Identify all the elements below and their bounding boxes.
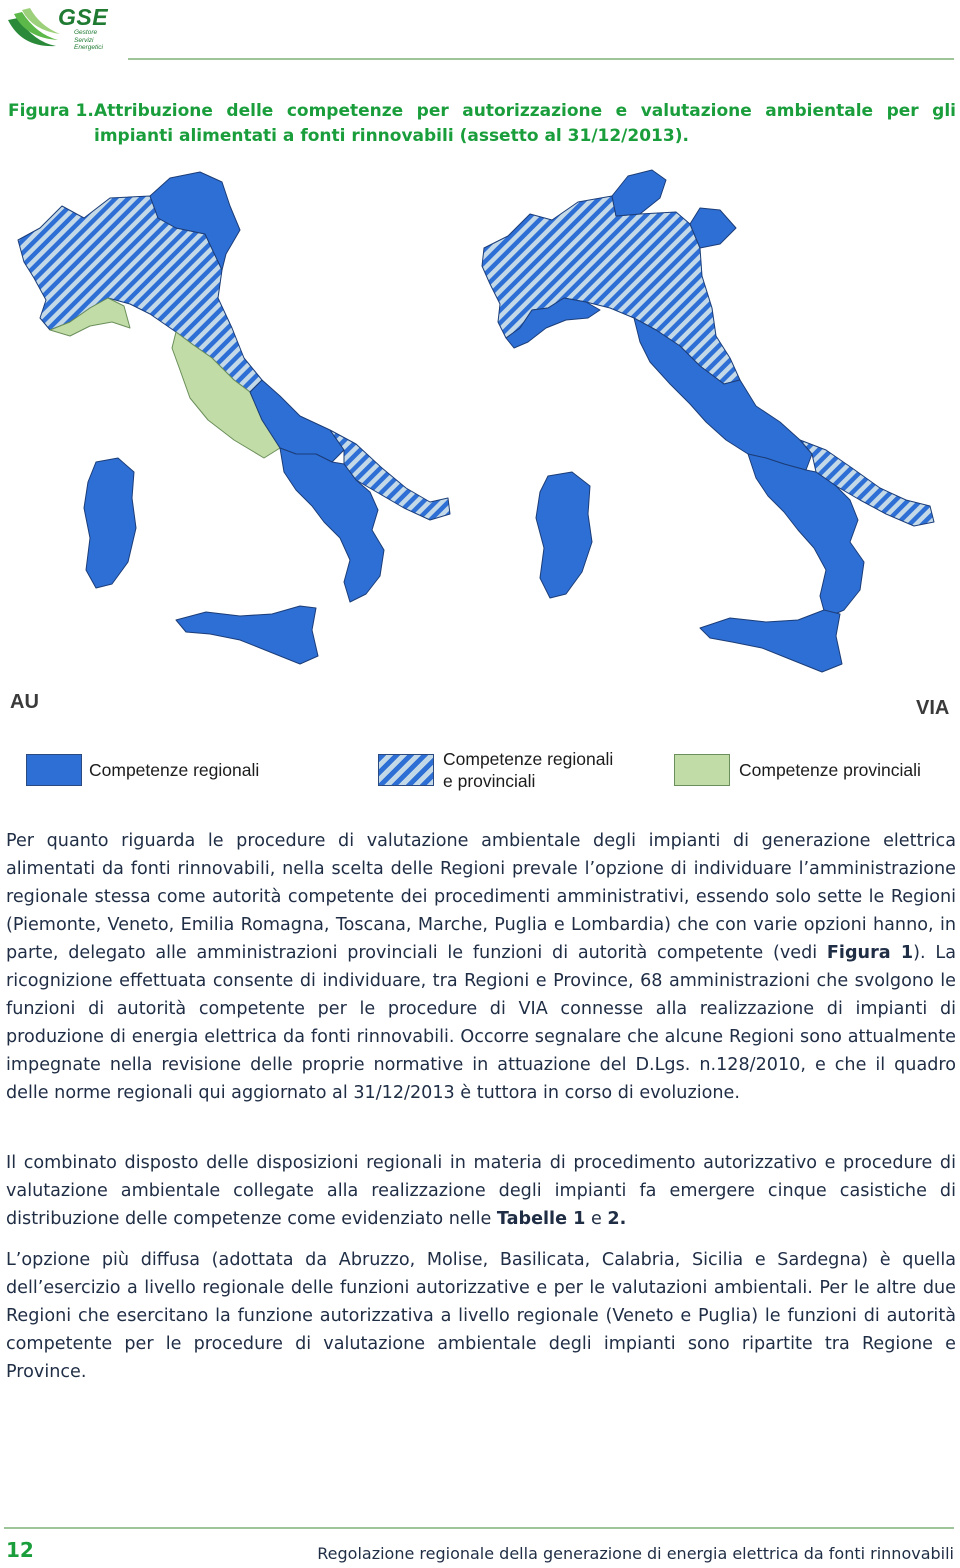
paragraph-text: Per quanto riguarda le procedure di valutazione ambientale degli impianti di generazione elettrica alimentati da fonti rinnovabili, nella scelta delle Regioni prevale l’opzione di individuare l’amministrazione regionale stessa come autorità competente dei procedimenti amministrativi, essendo solo sette le Regioni (Piemonte, Veneto, Emilia Romagna, Toscana, Marche, Puglia e Lombardia) che con varie opzioni hanno, in parte, delegato alle amministrazioni provinciali le funzioni di autorità competente (vedi (6, 831, 956, 963)
legend-label-mixed-line2: e provinciali (443, 771, 536, 791)
footer-divider (4, 1527, 954, 1529)
legend-label-regional: Competenze regionali (89, 760, 260, 780)
logo-subtitle-line: Energetici (74, 44, 103, 51)
page-number: 12 (6, 1538, 34, 1562)
legend-swatch-provincial (674, 754, 730, 786)
body-paragraph (6, 1246, 956, 1386)
figure-reference: Figura 1 (826, 943, 914, 963)
table-reference: Tabelle 1 (496, 1209, 586, 1229)
via-sardegna-region (536, 472, 592, 598)
au-sicilia-region (176, 606, 318, 664)
body-paragraph (6, 827, 956, 1107)
via-center-regional-region (634, 318, 812, 470)
footer-title: Regolazione regionale della generazione di energia elettrica da fonti rinnovabili (317, 1544, 954, 1563)
map-via (482, 170, 934, 672)
via-sicilia-region (700, 610, 842, 672)
legend-label-mixed-line1: Competenze regionali (443, 749, 614, 769)
table-reference: 2. (607, 1209, 627, 1229)
map-legend (0, 748, 960, 800)
gse-logo (4, 2, 134, 54)
figure-caption (8, 99, 956, 149)
legend-swatch-regional (26, 754, 82, 786)
legend-swatch-mixed (378, 754, 434, 786)
logo-subtitle-line: Gestore (74, 29, 98, 36)
au-sardegna-region (84, 458, 136, 588)
italy-maps (0, 158, 960, 718)
logo-text: GSE (58, 4, 109, 30)
paragraph-text: ). La ricognizione effettuata consente di individuare, tra Regioni e Province, 68 amministrazioni che svolgono le funzioni di autorità competente per le procedure di VIA connesse alla realizzazione di impianti di produzione di energia elettrica da fonti rinnovabili. Occorre segnalare che alcune Regioni sono attualmente impegnate nella revisione delle proprie normative in attuazione del D.Lgs. n.128/2010, e che il quadro delle norme regionali qui aggiornato al 31/12/2013 è tuttora in corso di evoluzione. (6, 943, 956, 1103)
legend-label-mixed (443, 748, 613, 792)
paragraph-text: Il combinato disposto delle disposizioni regionali in materia di procedimento autorizzativo e procedure di valutazione ambientale collegate alla realizzazione degli impianti fa emergere cinque casistiche di distribuzione delle competenze come evidenziato nelle (6, 1153, 956, 1229)
legend-label-provincial: Competenze provinciali (739, 760, 921, 780)
paragraph-text: L’opzione più diffusa (adottata da Abruzzo, Molise, Basilicata, Calabria, Sicilia e Sardegna) è quella dell’esercizio a livello regionale delle funzioni autorizzative e per le valutazioni ambientali. Per le altre due Regioni che esercitano la funzione autorizzativa a livello regionale (Veneto e Puglia) le funzioni di autorità competente per le procedure di valutazione ambientale degli impianti sono ripartite tra Regione e Province. (6, 1250, 956, 1382)
au-map-label: AU (10, 691, 39, 713)
maps-svg (0, 158, 960, 718)
figure-caption-text: Attribuzione delle competenze per autorizzazione e valutazione ambientale per gli impianti alimentati a fonti rinnovabili (assetto al 31/12/2013). (94, 101, 956, 146)
header-divider (128, 58, 954, 60)
paragraph-text: e (585, 1209, 608, 1229)
body-paragraph (6, 1149, 956, 1233)
figure-label: Figura 1. (8, 101, 94, 121)
logo-subtitle-line: Servizi (74, 36, 94, 44)
via-map-label: VIA (916, 697, 950, 719)
logo-subtitle (74, 29, 103, 52)
map-au (18, 172, 450, 664)
